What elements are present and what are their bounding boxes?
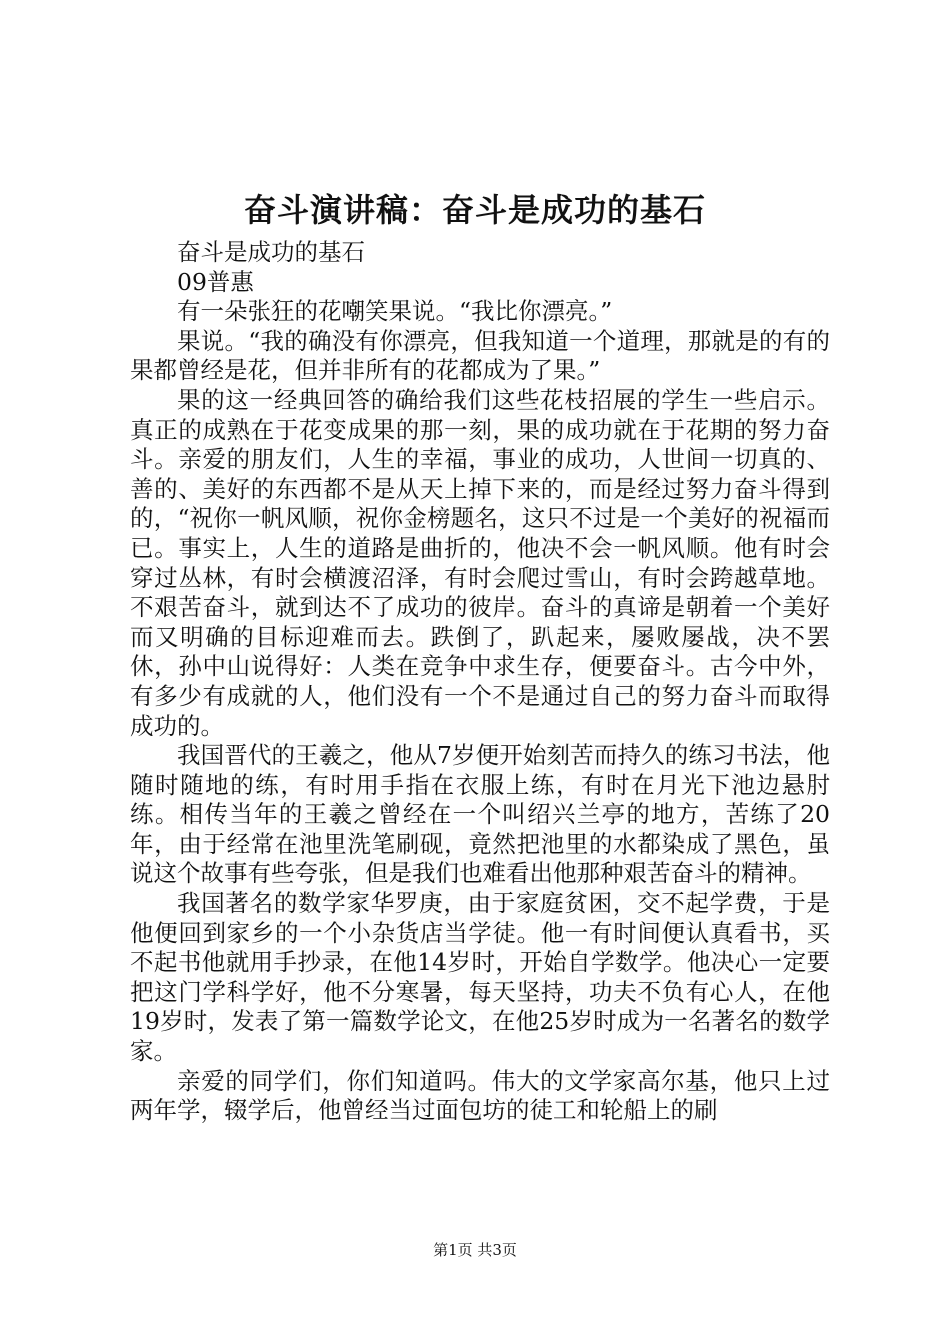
page-number-footer: 第1页 共3页 — [433, 1241, 517, 1259]
document-body — [130, 238, 830, 1126]
paragraph-subtitle: 奋斗是成功的基石 — [177, 238, 365, 266]
paragraph: 亲爱的同学们，你们知道吗。伟大的文学家高尔基，他只上过两年学，辍学后，他曾经当过面包坊的徒工和轮船上的刷 — [130, 1066, 830, 1125]
paragraph: 果的这一经典回答的确给我们这些花枝招展的学生一些启示。真正的成熟在于花变成果的那一刻，果的成功就在于花期的努力奋斗。亲爱的朋友们，人生的幸福，事业的成功，人世间一切真的、善的、美好的东西都不是从天上掉下来的，而是经过努力奋斗得到的，“祝你一帆风顺，祝你金榜题名，这只不过是一个美好的祝福而已。事实上，人生的道路是曲折的，他决不会一帆风顺。他有时会穿过丛林，有时会横渡沼泽，有时会爬过雪山，有时会跨越草地。不艰苦奋斗，就到达不了成功的彼岸。奋斗的真谛是朝着一个美好而又明确的目标迎难而去。跌倒了，趴起来，屡败屡战，决不罢休，孙中山说得好：人类在竞争中求生存，便要奋斗。古今中外，有多少有成就的人，他们没有一个不是通过自己的努力奋斗而取得成功的。 — [130, 385, 830, 740]
paragraph: 我国晋代的王羲之，他从7岁便开始刻苦而持久的练习书法，他随时随地的练，有时用手指在衣服上练，有时在月光下池边悬肘练。相传当年的王羲之曾经在一个叫绍兴兰亭的地方，苦练了20年，由于经常在池里洗笔刷砚，竟然把池里的水都染成了黑色，虽说这个故事有些夸张，但是我们也难看出他那种艰苦奋斗的精神。 — [130, 741, 830, 888]
paragraph-author: 09普惠 — [177, 267, 254, 296]
paragraph: 我国著名的数学家华罗庚，由于家庭贫困，交不起学费，于是他便回到家乡的一个小杂货店当学徒。他一有时间便认真看书，买不起书他就用手抄录，在他14岁时，开始自学数学。他决心一定要把这门学科学好，他不分寒暑，每天坚持，功夫不负有心人，在他19岁时，发表了第一篇数学论文，在他25岁时成为一名著名的数学家。 — [130, 889, 830, 1066]
document-title: 奋斗演讲稿：奋斗是成功的基石 — [243, 191, 706, 229]
paragraph: 果说。“我的确没有你漂亮，但我知道一个道理，那就是的有的果都曾经是花，但并非所有的花都成为了果。” — [130, 326, 830, 385]
paragraph: 有一朵张狂的花嘲笑果说。“我比你漂亮。” — [177, 297, 613, 326]
